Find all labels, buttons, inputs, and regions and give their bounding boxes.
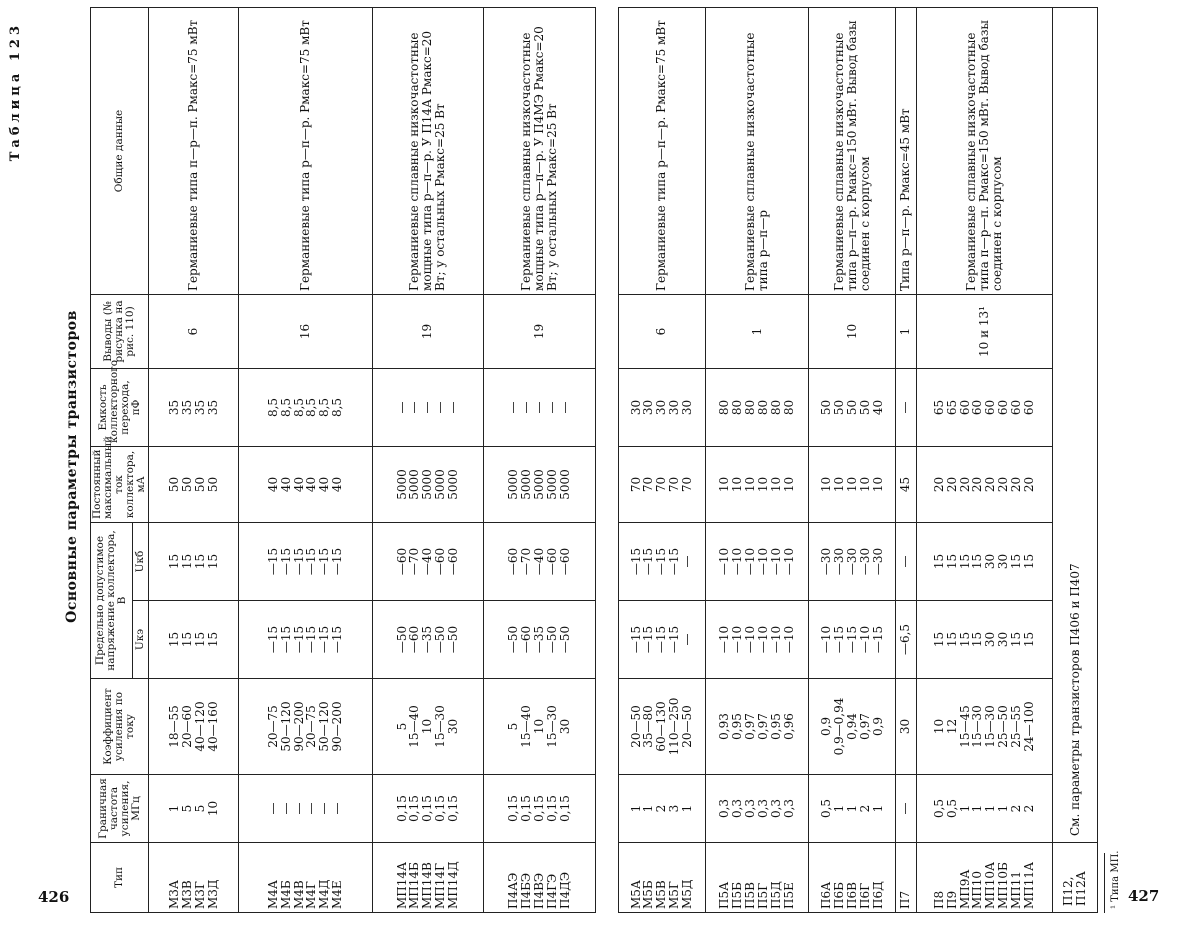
uke-cell: —15 —15 —15 —15 —15 —15 (239, 601, 372, 679)
transistor-table-bottom (618, 7, 1098, 913)
table-title: Основные параметры транзисторов (64, 310, 80, 623)
ukb-cell: 15 15 15 15 30 30 15 15 (916, 523, 1053, 601)
freq-cell: 0,3 0,3 0,3 0,3 0,3 0,3 (705, 775, 808, 843)
uke-cell: —10 —10 —10 —10 —10 —10 (705, 601, 808, 679)
ukb-cell: — (896, 523, 916, 601)
ukb-cell: 15 15 15 15 (149, 522, 239, 600)
header-ik: Постоянный максимальный ток коллектора, мА (91, 446, 149, 522)
ik-cell: 70 70 70 70 70 (619, 447, 706, 523)
general-cell: Германиевые типа р—п—р. Pмакс=75 мВт (619, 8, 706, 295)
ukb-cell: —30 —30 —30 —30 —30 (809, 523, 896, 601)
general-cell: Германиевые сплавные низкочастотные мощные типа р—п—р. У П14А Pмакс=20 Вт; у остальных Pмакс=25 Вт (372, 7, 484, 294)
ukb-cell: —10 —10 —10 —10 —10 —10 (705, 523, 808, 601)
ukb-cell: —15 —15 —15 —15 — (619, 523, 706, 601)
outputs-cell: 6 (619, 295, 706, 369)
type-cell: М5А М5Б М5В М5Г М5Д (619, 843, 706, 913)
outputs-cell: 16 (239, 294, 372, 368)
note-types: П12, П12А (1053, 843, 1098, 913)
cap-cell: 80 80 80 80 80 80 (705, 369, 808, 447)
gain-cell: 20—75 50—120 90—200 20—75 50—120 90—200 (239, 679, 372, 775)
table-row (239, 7, 372, 912)
cap-cell: 30 30 30 30 30 (619, 369, 706, 447)
ik-cell: 10 10 10 10 10 (809, 447, 896, 523)
cap-cell: — — — — — (484, 368, 596, 446)
gain-cell: 18—55 20—60 40—120 40—160 (149, 679, 239, 775)
table-row (149, 7, 239, 912)
header-outputs: Выводы (№ рисунка на рис. 110) (91, 294, 149, 368)
freq-cell: — (896, 775, 916, 843)
footnote-divider (1104, 853, 1105, 913)
header-gain: Коэффициент усиления по току (91, 679, 149, 775)
type-cell: П8 П9 МП9А МП10 МП10А МП10Б МП11 МП11А (916, 843, 1053, 913)
header-ukb: Uкб (132, 522, 148, 600)
uke-cell: —6,5 (896, 601, 916, 679)
uke-cell: 15 15 15 15 30 30 15 15 (916, 601, 1053, 679)
ik-cell: 10 10 10 10 10 10 (705, 447, 808, 523)
gain-cell: 30 (896, 679, 916, 775)
outputs-cell: 19 (372, 294, 484, 368)
table-row (1053, 8, 1098, 913)
type-cell: МП14А МП14Б МП14В МП14Г МП14Д (372, 843, 484, 913)
header-uke: Uкэ (132, 601, 148, 679)
table-row (896, 8, 916, 913)
ik-cell: 5000 5000 5000 5000 5000 (484, 446, 596, 522)
outputs-cell: 19 (484, 294, 596, 368)
general-cell: Германиевые типа р—п—р. Pмакс=75 мВт (239, 7, 372, 294)
ukb-cell: —60 —70 —40 —60 —60 (484, 522, 596, 600)
general-cell: Германиевые сплавные низкочастотные типа п—р—п. Pмакс=150 мВт. Вывод базы соединен с корпусом (916, 8, 1053, 295)
gain-cell: 0,9 0,9—0,94 0,94 0,97 0,9 (809, 679, 896, 775)
table-row (372, 7, 484, 912)
cap-cell: 50 50 50 50 40 (809, 369, 896, 447)
type-cell: П6А П6Б П6В П6Г П6Д (809, 843, 896, 913)
ik-cell: 40 40 40 40 40 40 (239, 446, 372, 522)
gain-cell: 20—50 35—80 60—130 110—250 20—50 (619, 679, 706, 775)
header-general: Общие данные (91, 7, 149, 294)
freq-cell: 0,5 0,5 1 1 1 1 2 2 (916, 775, 1053, 843)
gain-cell: 0,93 0,95 0,97 0,97 0,95 0,96 (705, 679, 808, 775)
ik-cell: 50 50 50 50 (149, 446, 239, 522)
type-cell: М4А М4Б М4В М4Г М4Д М4Е (239, 843, 372, 913)
page-number-right: 427 (1128, 887, 1160, 905)
uke-cell: —15 —15 —15 —15 — (619, 601, 706, 679)
uke-cell: —10 —15 —15 —10 —15 (809, 601, 896, 679)
gain-cell: 5 15—40 10 15—30 30 (484, 679, 596, 775)
freq-cell: 0,15 0,15 0,15 0,15 0,15 (484, 775, 596, 843)
type-cell: П7 (896, 843, 916, 913)
outputs-cell: 10 и 13¹ (916, 295, 1053, 369)
outputs-cell: 1 (896, 295, 916, 369)
cap-cell: 35 35 35 35 (149, 368, 239, 446)
table-row (809, 8, 896, 913)
table-row (916, 8, 1053, 913)
page-number-left: 426 (38, 888, 70, 906)
note-text: См. параметры транзисторов П406 и П407 (1053, 8, 1098, 843)
header-freq: Граничная частота усиления, МГц (91, 775, 149, 843)
table-label: Таблица 123 (8, 22, 23, 162)
ukb-cell: —15 —15 —15 —15 —15 —15 (239, 522, 372, 600)
cap-cell: 8,5 8,5 8,5 8,5 8,5 8,5 (239, 368, 372, 446)
freq-cell: 1 5 5 10 (149, 775, 239, 843)
freq-cell: 0,15 0,15 0,15 0,15 0,15 (372, 775, 484, 843)
transistor-table-top (90, 7, 596, 913)
uke-cell: 15 15 15 15 (149, 601, 239, 679)
ik-cell: 5000 5000 5000 5000 5000 (372, 446, 484, 522)
type-cell: П4АЭ П4БЭ П4ВЭ П4ГЭ П4ДЭ (484, 843, 596, 913)
freq-cell: 0,5 1 1 2 1 (809, 775, 896, 843)
table-row (705, 8, 808, 913)
cap-cell: — — — — — (372, 368, 484, 446)
uke-cell: —50 —60 —35 —50 —50 (484, 601, 596, 679)
cap-cell: 65 65 60 60 60 60 60 60 (916, 369, 1053, 447)
general-cell: Германиевые сплавные низкочастотные типа р—п—р (705, 8, 808, 295)
footnote: ¹ Типа МП. (1110, 850, 1121, 909)
general-cell: Типа р—п—р. Pмакс=45 мВт (896, 8, 916, 295)
general-cell: Германиевые сплавные низкочастотные мощные типа р—п—р. У П4МЭ Pмакс=20 Вт; у остальных Pмакс=25 Вт (484, 7, 596, 294)
ukb-cell: —60 —70 —40 —60 —60 (372, 522, 484, 600)
header-type: Тип (91, 843, 149, 913)
outputs-cell: 6 (149, 294, 239, 368)
type-cell: П5А П5Б П5В П5Г П5Д П5Е (705, 843, 808, 913)
ik-cell: 20 20 20 20 20 20 20 20 (916, 447, 1053, 523)
table-body-top (149, 7, 596, 912)
type-cell: М3А М3В М3Г М3Д (149, 843, 239, 913)
outputs-cell: 1 (705, 295, 808, 369)
freq-cell: — — — — — — (239, 775, 372, 843)
table-row (619, 8, 706, 913)
header-cap: Емкость коллекторного перехода, пФ (91, 368, 149, 446)
freq-cell: 1 1 2 3 1 (619, 775, 706, 843)
outputs-cell: 10 (809, 295, 896, 369)
cap-cell: — (896, 369, 916, 447)
ik-cell: 45 (896, 447, 916, 523)
general-cell: Германиевые сплавные низкочастотные типа р—п—р. Pмакс=150 мВт. Вывод базы соединен с корпусом (809, 8, 896, 295)
table-row (484, 7, 596, 912)
table-body-bottom (619, 8, 1053, 913)
gain-cell: 5 15—40 10 15—30 30 (372, 679, 484, 775)
header-voltage-group: Предельно допустимое напряжение коллектора, В (91, 522, 133, 678)
uke-cell: —50 —60 —35 —50 —50 (372, 601, 484, 679)
general-cell: Германиевые типа п—р—п. Pмакс=75 мВт (149, 7, 239, 294)
gain-cell: 10 12 15—45 15—30 15—30 25—50 25—55 24—100 (916, 679, 1053, 775)
